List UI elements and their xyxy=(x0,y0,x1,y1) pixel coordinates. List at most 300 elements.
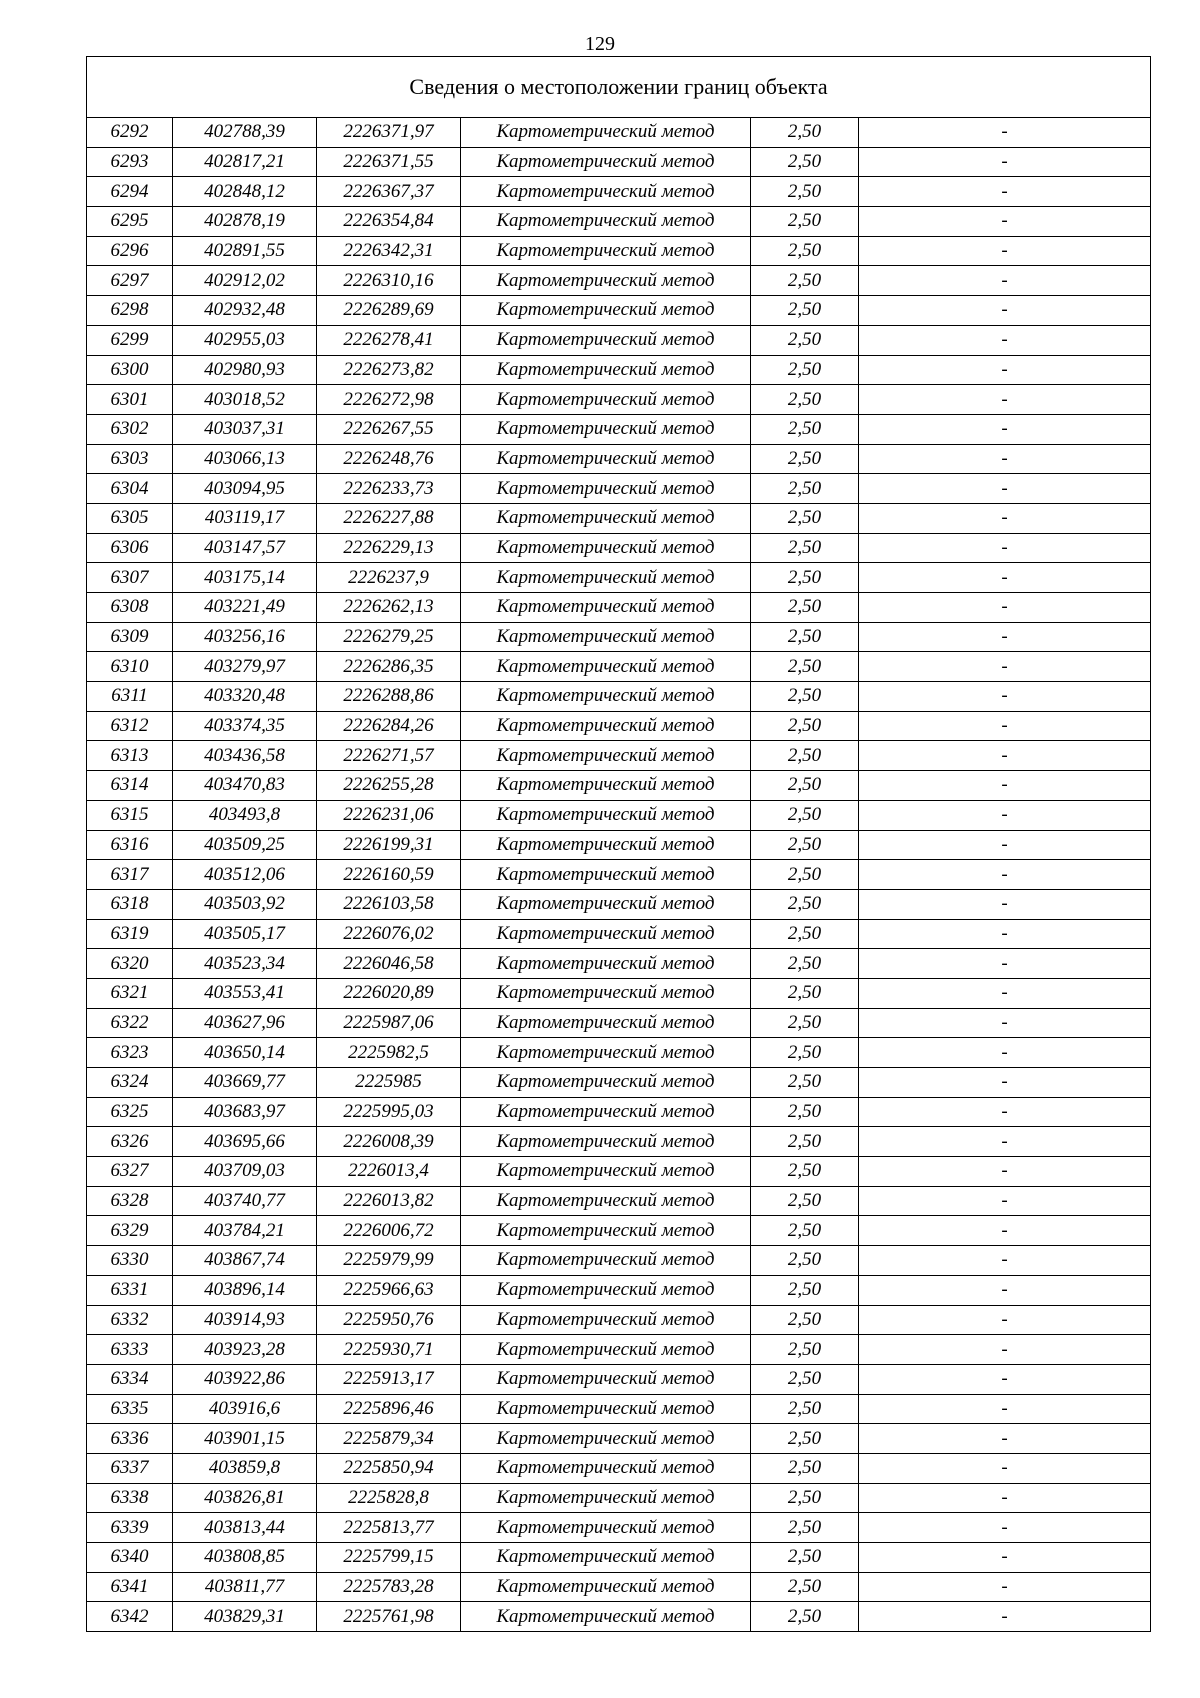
x-coordinate-cell: 403374,35 xyxy=(173,711,317,741)
accuracy-cell: 2,50 xyxy=(751,1483,859,1513)
y-coordinate-cell: 2226279,25 xyxy=(317,622,461,652)
point-number-cell: 6317 xyxy=(87,860,173,890)
description-cell: - xyxy=(859,800,1151,830)
description-cell: - xyxy=(859,682,1151,712)
accuracy-cell: 2,50 xyxy=(751,325,859,355)
x-coordinate-cell: 403650,14 xyxy=(173,1038,317,1068)
accuracy-cell: 2,50 xyxy=(751,1186,859,1216)
x-coordinate-cell: 403923,28 xyxy=(173,1335,317,1365)
point-number-cell: 6334 xyxy=(87,1364,173,1394)
table-row xyxy=(87,266,1151,296)
description-cell: - xyxy=(859,1483,1151,1513)
x-coordinate-cell: 403503,92 xyxy=(173,889,317,919)
y-coordinate-cell: 2225761,98 xyxy=(317,1602,461,1632)
x-coordinate-cell: 402932,48 xyxy=(173,296,317,326)
y-coordinate-cell: 2226013,82 xyxy=(317,1186,461,1216)
y-coordinate-cell: 2226371,55 xyxy=(317,147,461,177)
point-number-cell: 6328 xyxy=(87,1186,173,1216)
x-coordinate-cell: 403094,95 xyxy=(173,474,317,504)
y-coordinate-cell: 2225783,28 xyxy=(317,1572,461,1602)
accuracy-cell: 2,50 xyxy=(751,1424,859,1454)
y-coordinate-cell: 2226284,26 xyxy=(317,711,461,741)
table-row xyxy=(87,1068,1151,1098)
x-coordinate-cell: 403221,49 xyxy=(173,593,317,623)
accuracy-cell: 2,50 xyxy=(751,1246,859,1276)
table-row xyxy=(87,1335,1151,1365)
point-number-cell: 6324 xyxy=(87,1068,173,1098)
method-cell: Картометрический метод xyxy=(461,1394,751,1424)
description-cell: - xyxy=(859,1008,1151,1038)
point-number-cell: 6331 xyxy=(87,1275,173,1305)
accuracy-cell: 2,50 xyxy=(751,1453,859,1483)
method-cell: Картометрический метод xyxy=(461,296,751,326)
x-coordinate-cell: 403256,16 xyxy=(173,622,317,652)
description-cell: - xyxy=(859,919,1151,949)
method-cell: Картометрический метод xyxy=(461,1483,751,1513)
page-number: 129 xyxy=(585,33,615,55)
point-number-cell: 6300 xyxy=(87,355,173,385)
table-row xyxy=(87,771,1151,801)
point-number-cell: 6301 xyxy=(87,385,173,415)
description-cell: - xyxy=(859,236,1151,266)
description-cell: - xyxy=(859,1364,1151,1394)
y-coordinate-cell: 2226237,9 xyxy=(317,563,461,593)
accuracy-cell: 2,50 xyxy=(751,296,859,326)
point-number-cell: 6329 xyxy=(87,1216,173,1246)
method-cell: Картометрический метод xyxy=(461,919,751,949)
table-row xyxy=(87,978,1151,1008)
method-cell: Картометрический метод xyxy=(461,1246,751,1276)
table-row xyxy=(87,593,1151,623)
y-coordinate-cell: 2226160,59 xyxy=(317,860,461,890)
accuracy-cell: 2,50 xyxy=(751,147,859,177)
point-number-cell: 6318 xyxy=(87,889,173,919)
table-row xyxy=(87,1602,1151,1632)
x-coordinate-cell: 403695,66 xyxy=(173,1127,317,1157)
description-cell: - xyxy=(859,1038,1151,1068)
method-cell: Картометрический метод xyxy=(461,385,751,415)
x-coordinate-cell: 403320,48 xyxy=(173,682,317,712)
accuracy-cell: 2,50 xyxy=(751,949,859,979)
description-cell: - xyxy=(859,1543,1151,1573)
x-coordinate-cell: 402817,21 xyxy=(173,147,317,177)
table-row xyxy=(87,1246,1151,1276)
method-cell: Картометрический метод xyxy=(461,1097,751,1127)
accuracy-cell: 2,50 xyxy=(751,1038,859,1068)
x-coordinate-cell: 403811,77 xyxy=(173,1572,317,1602)
point-number-cell: 6296 xyxy=(87,236,173,266)
x-coordinate-cell: 403896,14 xyxy=(173,1275,317,1305)
table-row xyxy=(87,563,1151,593)
table-title: Сведения о местоположении границ объекта xyxy=(87,57,1151,118)
table-row xyxy=(87,1394,1151,1424)
x-coordinate-cell: 403505,17 xyxy=(173,919,317,949)
x-coordinate-cell: 403914,93 xyxy=(173,1305,317,1335)
y-coordinate-cell: 2226046,58 xyxy=(317,949,461,979)
point-number-cell: 6293 xyxy=(87,147,173,177)
description-cell: - xyxy=(859,177,1151,207)
accuracy-cell: 2,50 xyxy=(751,444,859,474)
y-coordinate-cell: 2225950,76 xyxy=(317,1305,461,1335)
point-number-cell: 6292 xyxy=(87,118,173,148)
description-cell: - xyxy=(859,978,1151,1008)
method-cell: Картометрический метод xyxy=(461,1424,751,1454)
description-cell: - xyxy=(859,207,1151,237)
method-cell: Картометрический метод xyxy=(461,652,751,682)
description-cell: - xyxy=(859,652,1151,682)
x-coordinate-cell: 403922,86 xyxy=(173,1364,317,1394)
table-row xyxy=(87,622,1151,652)
point-number-cell: 6327 xyxy=(87,1157,173,1187)
x-coordinate-cell: 402912,02 xyxy=(173,266,317,296)
x-coordinate-cell: 403523,34 xyxy=(173,949,317,979)
method-cell: Картометрический метод xyxy=(461,1127,751,1157)
method-cell: Картометрический метод xyxy=(461,711,751,741)
y-coordinate-cell: 2225930,71 xyxy=(317,1335,461,1365)
x-coordinate-cell: 402891,55 xyxy=(173,236,317,266)
x-coordinate-cell: 403808,85 xyxy=(173,1543,317,1573)
accuracy-cell: 2,50 xyxy=(751,1572,859,1602)
description-cell: - xyxy=(859,147,1151,177)
x-coordinate-cell: 403018,52 xyxy=(173,385,317,415)
description-cell: - xyxy=(859,444,1151,474)
method-cell: Картометрический метод xyxy=(461,1335,751,1365)
table-row xyxy=(87,414,1151,444)
x-coordinate-cell: 403826,81 xyxy=(173,1483,317,1513)
description-cell: - xyxy=(859,1305,1151,1335)
point-number-cell: 6299 xyxy=(87,325,173,355)
method-cell: Картометрический метод xyxy=(461,177,751,207)
accuracy-cell: 2,50 xyxy=(751,236,859,266)
point-number-cell: 6339 xyxy=(87,1513,173,1543)
x-coordinate-cell: 403669,77 xyxy=(173,1068,317,1098)
accuracy-cell: 2,50 xyxy=(751,741,859,771)
accuracy-cell: 2,50 xyxy=(751,1275,859,1305)
table-row xyxy=(87,741,1151,771)
description-cell: - xyxy=(859,622,1151,652)
method-cell: Картометрический метод xyxy=(461,1038,751,1068)
method-cell: Картометрический метод xyxy=(461,325,751,355)
point-number-cell: 6310 xyxy=(87,652,173,682)
point-number-cell: 6312 xyxy=(87,711,173,741)
y-coordinate-cell: 2226233,73 xyxy=(317,474,461,504)
table-row xyxy=(87,652,1151,682)
accuracy-cell: 2,50 xyxy=(751,1602,859,1632)
table-row xyxy=(87,533,1151,563)
description-cell: - xyxy=(859,1453,1151,1483)
y-coordinate-cell: 2226310,16 xyxy=(317,266,461,296)
method-cell: Картометрический метод xyxy=(461,800,751,830)
method-cell: Картометрический метод xyxy=(461,1305,751,1335)
accuracy-cell: 2,50 xyxy=(751,1335,859,1365)
accuracy-cell: 2,50 xyxy=(751,1394,859,1424)
method-cell: Картометрический метод xyxy=(461,1453,751,1483)
point-number-cell: 6307 xyxy=(87,563,173,593)
accuracy-cell: 2,50 xyxy=(751,355,859,385)
method-cell: Картометрический метод xyxy=(461,474,751,504)
description-cell: - xyxy=(859,1335,1151,1365)
method-cell: Картометрический метод xyxy=(461,771,751,801)
method-cell: Картометрический метод xyxy=(461,355,751,385)
x-coordinate-cell: 403066,13 xyxy=(173,444,317,474)
table-row xyxy=(87,1038,1151,1068)
table-row xyxy=(87,325,1151,355)
accuracy-cell: 2,50 xyxy=(751,1216,859,1246)
x-coordinate-cell: 402878,19 xyxy=(173,207,317,237)
table-row xyxy=(87,1275,1151,1305)
table-row xyxy=(87,296,1151,326)
method-cell: Картометрический метод xyxy=(461,1157,751,1187)
method-cell: Картометрический метод xyxy=(461,414,751,444)
table-body xyxy=(87,57,1151,1632)
accuracy-cell: 2,50 xyxy=(751,385,859,415)
description-cell: - xyxy=(859,266,1151,296)
description-cell: - xyxy=(859,1186,1151,1216)
description-cell: - xyxy=(859,118,1151,148)
y-coordinate-cell: 2225985 xyxy=(317,1068,461,1098)
table-row xyxy=(87,385,1151,415)
y-coordinate-cell: 2226371,97 xyxy=(317,118,461,148)
point-number-cell: 6340 xyxy=(87,1543,173,1573)
method-cell: Картометрический метод xyxy=(461,1543,751,1573)
description-cell: - xyxy=(859,414,1151,444)
accuracy-cell: 2,50 xyxy=(751,266,859,296)
y-coordinate-cell: 2225966,63 xyxy=(317,1275,461,1305)
point-number-cell: 6313 xyxy=(87,741,173,771)
accuracy-cell: 2,50 xyxy=(751,1068,859,1098)
accuracy-cell: 2,50 xyxy=(751,414,859,444)
method-cell: Картометрический метод xyxy=(461,1602,751,1632)
description-cell: - xyxy=(859,503,1151,533)
table-row xyxy=(87,1513,1151,1543)
method-cell: Картометрический метод xyxy=(461,682,751,712)
description-cell: - xyxy=(859,830,1151,860)
description-cell: - xyxy=(859,385,1151,415)
x-coordinate-cell: 402788,39 xyxy=(173,118,317,148)
table-row xyxy=(87,889,1151,919)
table-row xyxy=(87,919,1151,949)
table-row xyxy=(87,236,1151,266)
accuracy-cell: 2,50 xyxy=(751,593,859,623)
accuracy-cell: 2,50 xyxy=(751,889,859,919)
table-row xyxy=(87,474,1151,504)
y-coordinate-cell: 2226199,31 xyxy=(317,830,461,860)
y-coordinate-cell: 2225879,34 xyxy=(317,1424,461,1454)
table-row xyxy=(87,1097,1151,1127)
method-cell: Картометрический метод xyxy=(461,741,751,771)
x-coordinate-cell: 402980,93 xyxy=(173,355,317,385)
method-cell: Картометрический метод xyxy=(461,207,751,237)
x-coordinate-cell: 403553,41 xyxy=(173,978,317,1008)
description-cell: - xyxy=(859,949,1151,979)
description-cell: - xyxy=(859,1097,1151,1127)
accuracy-cell: 2,50 xyxy=(751,177,859,207)
accuracy-cell: 2,50 xyxy=(751,978,859,1008)
description-cell: - xyxy=(859,1424,1151,1454)
description-cell: - xyxy=(859,1157,1151,1187)
description-cell: - xyxy=(859,355,1151,385)
table-row xyxy=(87,1424,1151,1454)
y-coordinate-cell: 2226103,58 xyxy=(317,889,461,919)
y-coordinate-cell: 2226248,76 xyxy=(317,444,461,474)
y-coordinate-cell: 2226255,28 xyxy=(317,771,461,801)
accuracy-cell: 2,50 xyxy=(751,1097,859,1127)
point-number-cell: 6322 xyxy=(87,1008,173,1038)
point-number-cell: 6311 xyxy=(87,682,173,712)
table-row xyxy=(87,949,1151,979)
y-coordinate-cell: 2226286,35 xyxy=(317,652,461,682)
y-coordinate-cell: 2226288,86 xyxy=(317,682,461,712)
accuracy-cell: 2,50 xyxy=(751,1305,859,1335)
y-coordinate-cell: 2226273,82 xyxy=(317,355,461,385)
accuracy-cell: 2,50 xyxy=(751,118,859,148)
description-cell: - xyxy=(859,474,1151,504)
point-number-cell: 6323 xyxy=(87,1038,173,1068)
y-coordinate-cell: 2226271,57 xyxy=(317,741,461,771)
table-row xyxy=(87,1216,1151,1246)
y-coordinate-cell: 2226227,88 xyxy=(317,503,461,533)
accuracy-cell: 2,50 xyxy=(751,1127,859,1157)
table-row xyxy=(87,1453,1151,1483)
method-cell: Картометрический метод xyxy=(461,503,751,533)
accuracy-cell: 2,50 xyxy=(751,711,859,741)
accuracy-cell: 2,50 xyxy=(751,652,859,682)
method-cell: Картометрический метод xyxy=(461,1068,751,1098)
accuracy-cell: 2,50 xyxy=(751,919,859,949)
point-number-cell: 6302 xyxy=(87,414,173,444)
point-number-cell: 6332 xyxy=(87,1305,173,1335)
y-coordinate-cell: 2226076,02 xyxy=(317,919,461,949)
table-row xyxy=(87,682,1151,712)
method-cell: Картометрический метод xyxy=(461,1216,751,1246)
accuracy-cell: 2,50 xyxy=(751,503,859,533)
point-number-cell: 6333 xyxy=(87,1335,173,1365)
y-coordinate-cell: 2225913,17 xyxy=(317,1364,461,1394)
table-row xyxy=(87,503,1151,533)
method-cell: Картометрический метод xyxy=(461,830,751,860)
x-coordinate-cell: 403493,8 xyxy=(173,800,317,830)
description-cell: - xyxy=(859,533,1151,563)
accuracy-cell: 2,50 xyxy=(751,771,859,801)
point-number-cell: 6308 xyxy=(87,593,173,623)
accuracy-cell: 2,50 xyxy=(751,1157,859,1187)
table-row xyxy=(87,1364,1151,1394)
description-cell: - xyxy=(859,1127,1151,1157)
table-row xyxy=(87,860,1151,890)
description-cell: - xyxy=(859,889,1151,919)
point-number-cell: 6315 xyxy=(87,800,173,830)
x-coordinate-cell: 403119,17 xyxy=(173,503,317,533)
x-coordinate-cell: 403813,44 xyxy=(173,1513,317,1543)
point-number-cell: 6294 xyxy=(87,177,173,207)
table-row xyxy=(87,355,1151,385)
x-coordinate-cell: 403509,25 xyxy=(173,830,317,860)
y-coordinate-cell: 2226354,84 xyxy=(317,207,461,237)
description-cell: - xyxy=(859,325,1151,355)
method-cell: Картометрический метод xyxy=(461,1364,751,1394)
table-row xyxy=(87,711,1151,741)
y-coordinate-cell: 2225987,06 xyxy=(317,1008,461,1038)
method-cell: Картометрический метод xyxy=(461,949,751,979)
method-cell: Картометрический метод xyxy=(461,622,751,652)
x-coordinate-cell: 402955,03 xyxy=(173,325,317,355)
point-number-cell: 6337 xyxy=(87,1453,173,1483)
y-coordinate-cell: 2225850,94 xyxy=(317,1453,461,1483)
method-cell: Картометрический метод xyxy=(461,118,751,148)
accuracy-cell: 2,50 xyxy=(751,474,859,504)
y-coordinate-cell: 2226278,41 xyxy=(317,325,461,355)
point-number-cell: 6295 xyxy=(87,207,173,237)
description-cell: - xyxy=(859,1513,1151,1543)
method-cell: Картометрический метод xyxy=(461,1186,751,1216)
x-coordinate-cell: 403829,31 xyxy=(173,1602,317,1632)
description-cell: - xyxy=(859,1394,1151,1424)
table-row xyxy=(87,1483,1151,1513)
table-row xyxy=(87,1157,1151,1187)
accuracy-cell: 2,50 xyxy=(751,682,859,712)
x-coordinate-cell: 403279,97 xyxy=(173,652,317,682)
y-coordinate-cell: 2226008,39 xyxy=(317,1127,461,1157)
point-number-cell: 6341 xyxy=(87,1572,173,1602)
description-cell: - xyxy=(859,1602,1151,1632)
point-number-cell: 6306 xyxy=(87,533,173,563)
x-coordinate-cell: 403037,31 xyxy=(173,414,317,444)
table-title-row xyxy=(87,57,1151,118)
method-cell: Картометрический метод xyxy=(461,889,751,919)
table-row xyxy=(87,1127,1151,1157)
x-coordinate-cell: 402848,12 xyxy=(173,177,317,207)
accuracy-cell: 2,50 xyxy=(751,1364,859,1394)
x-coordinate-cell: 403916,6 xyxy=(173,1394,317,1424)
x-coordinate-cell: 403175,14 xyxy=(173,563,317,593)
y-coordinate-cell: 2225828,8 xyxy=(317,1483,461,1513)
x-coordinate-cell: 403867,74 xyxy=(173,1246,317,1276)
y-coordinate-cell: 2226020,89 xyxy=(317,978,461,1008)
x-coordinate-cell: 403859,8 xyxy=(173,1453,317,1483)
accuracy-cell: 2,50 xyxy=(751,207,859,237)
y-coordinate-cell: 2226006,72 xyxy=(317,1216,461,1246)
x-coordinate-cell: 403709,03 xyxy=(173,1157,317,1187)
point-number-cell: 6298 xyxy=(87,296,173,326)
y-coordinate-cell: 2226231,06 xyxy=(317,800,461,830)
accuracy-cell: 2,50 xyxy=(751,800,859,830)
accuracy-cell: 2,50 xyxy=(751,1543,859,1573)
method-cell: Картометрический метод xyxy=(461,593,751,623)
y-coordinate-cell: 2226267,55 xyxy=(317,414,461,444)
table-row xyxy=(87,1008,1151,1038)
y-coordinate-cell: 2225979,99 xyxy=(317,1246,461,1276)
table-row xyxy=(87,118,1151,148)
accuracy-cell: 2,50 xyxy=(751,1513,859,1543)
accuracy-cell: 2,50 xyxy=(751,622,859,652)
x-coordinate-cell: 403436,58 xyxy=(173,741,317,771)
point-number-cell: 6305 xyxy=(87,503,173,533)
description-cell: - xyxy=(859,1216,1151,1246)
method-cell: Картометрический метод xyxy=(461,147,751,177)
description-cell: - xyxy=(859,711,1151,741)
method-cell: Картометрический метод xyxy=(461,1513,751,1543)
y-coordinate-cell: 2226229,13 xyxy=(317,533,461,563)
method-cell: Картометрический метод xyxy=(461,860,751,890)
table-row xyxy=(87,830,1151,860)
method-cell: Картометрический метод xyxy=(461,1008,751,1038)
x-coordinate-cell: 403512,06 xyxy=(173,860,317,890)
boundary-coordinates-table xyxy=(86,56,1151,1632)
method-cell: Картометрический метод xyxy=(461,1572,751,1602)
point-number-cell: 6325 xyxy=(87,1097,173,1127)
y-coordinate-cell: 2226367,37 xyxy=(317,177,461,207)
point-number-cell: 6303 xyxy=(87,444,173,474)
